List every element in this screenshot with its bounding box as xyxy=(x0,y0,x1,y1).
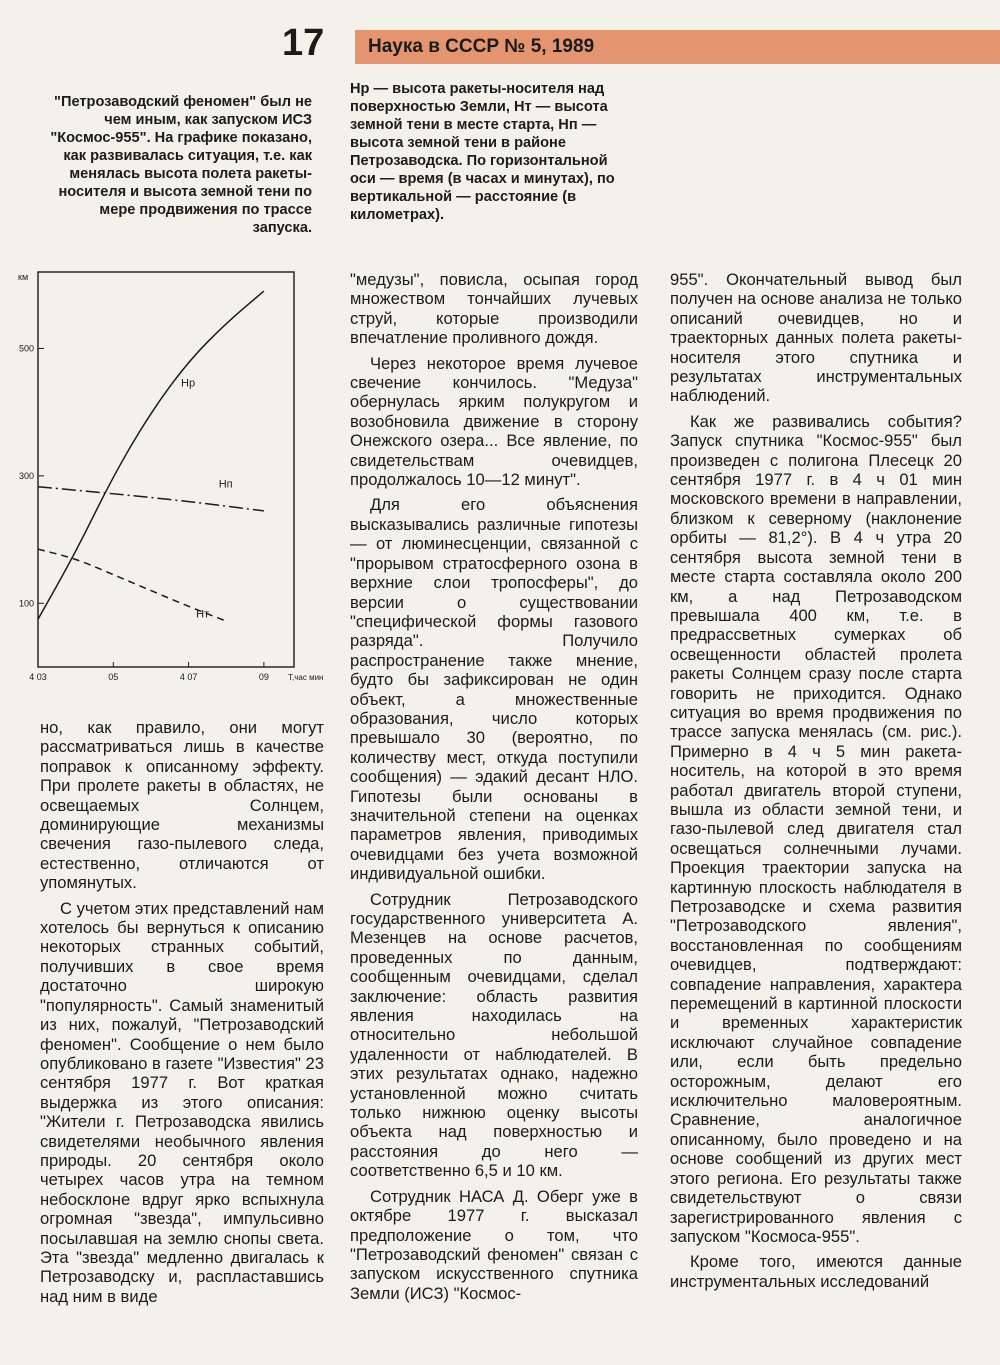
paragraph: Для его объяснения высказывались различные гипотезы — от люминесценции, связанной с "прорывом стратосферного озона в верхние слои тропосферы", до версии о существовании "специфической формы газового разряда". Получило распространение также мнение, будто бы зафиксирован не один объект, а множественные образования, число которых превышало 30 (вероятно, по количеству мест, откуда поступили сообщения) — эдакий десант НЛО. Гипотезы были основаны в значительной степени на оценках параметров явления, приводимых очевидцами без учета возможной индивидуальной ошибки. xyxy=(350,495,638,884)
text-column-middle xyxy=(350,270,638,1303)
plot-frame xyxy=(38,272,294,667)
series-label: Hр xyxy=(181,377,196,390)
series-label: Hт xyxy=(196,608,210,621)
y-tick-label: 300 xyxy=(18,470,34,481)
y-tick-label: 500 xyxy=(18,343,34,354)
paragraph: но, как правило, они могут рассматриваться лишь в качестве поправок к описанному эффекту. При пролете ракеты в областях, не освещаемых Солнцем, доминирующие механизмы свечения газо-пылевого следа, естественно, отличаются от упомянутых. xyxy=(40,718,324,893)
series-label: Hп xyxy=(218,478,233,491)
journal-title: Наука в СССР № 5, 1989 xyxy=(368,36,595,57)
paragraph: С учетом этих представлений нам хотелось бы вернуться к описанию некоторых странных событий, получивших в свое время достаточно широкую "популярность". Самый знаменитый из них, пожалуй, "Петрозаводский феномен". Сообщение о нем было опубликовано в газете "Известия" 23 сентября 1977 г. Вот краткая выдержка из этого описания: "Жители г. Петрозаводска явились свидетелями необычного явления природы. 20 сентября около четырех часов утра на темном небосклоне вдруг ярко вспыхнула огромная "звезда", импульсивно посылавшая на землю снопы света. Эта "звезда" медленно двигалась к Петрозаводску и, распластавшись над ним в виде xyxy=(40,898,324,1306)
x-tick-label: 4 07 xyxy=(179,672,198,682)
paragraph: Сотрудник Петрозаводского государственного университета А. Мезенцев на основе расчетов, проведенных по данным, сообщенным очевидцами, сделал заключение: область развития явления находилась на относительно небольшой удаленности от наблюдателей. В этих результатах однако, надежно установленной можно считать только нижнюю оценку высоты объекта над поверхностью и расстояния до него — соответственно 6,5 и 10 км. xyxy=(350,889,638,1181)
figure-legend: Hр — высота ракеты-носителя над поверхностью Земли, Hт — высота земной тени в месте старта, Hп — высота земной тени в районе Петрозаводска. По горизонтальной оси — время (в часах и минутах), по вертикальной — расстояние (в километрах). xyxy=(350,81,615,223)
series-line-0 xyxy=(38,291,264,619)
figure-caption: "Петрозаводский феномен" был не чем иным, как запуском ИСЗ "Космос-955". На графике показано, как развивалась ситуация, т.е. как менялась высота полета ракеты-носителя и высота земной тени по мере продвижения по трассе запуска. xyxy=(50,94,312,236)
altitude-chart xyxy=(14,262,324,692)
y-axis-label: км xyxy=(18,272,29,282)
journal-header xyxy=(355,30,1000,64)
paragraph: Как же развивались события? Запуск спутника "Космос-955" был произведен с полигона Плесецк 20 сентября 1977 г. в 4 ч 01 мин московского времени в направлении, близком к северному (наклонение орбиты — 81,2°). В 4 ч утра 20 сентября высота земной тени в месте старта составляла около 200 км, а над Петрозаводском превышала 400 км, т.е. в предрассветных сумерках об освещенности областей пролета ракеты Солнцем сразу после старта говорить не приходится. Однако ситуация во время продвижения по трассе запуска менялась (см. рис.). Примерно в 4 ч 5 мин ракета-носитель, на которой в это время работал двигатель второй ступени, вышла из области земной тени, и газо-пылевой след двигателя стал освещаться солнечными лучами. Проекция траектории запуска на картинную плоскость наблюдателя в Петрозаводске и схема развития "Петрозаводского явления", восстановленная по сообщениям очевидцев, подтверждают: совпадение направления, характера перемещений в картинной плоскости и временных характеристик исключают случайное совпадение или, если быть предельно осторожным, делают его исключительно маловероятным. Сравнение, аналогичное описанному, было проведено и на основе сообщений из других мест этого региона. Его результаты также свидетельствуют о связи зарегистрированного явления с запуском "Космоса-955". xyxy=(670,411,962,1246)
x-tick-label: 4 03 xyxy=(29,672,47,682)
page-number: 17 xyxy=(282,22,325,64)
x-tick-label: 09 xyxy=(258,672,269,682)
paragraph: Кроме того, имеются данные инструментальных исследований xyxy=(670,1252,962,1291)
x-tick-label: 05 xyxy=(108,672,119,682)
text-column-right xyxy=(670,270,962,1291)
paragraph: 955". Окончательный вывод был получен на основе анализа не только описаний очевидцев, но и траекторных данных полета ракеты-носителя этого спутника и результатах инструментальных наблюдений. xyxy=(670,270,962,406)
x-axis-label: Т,час мин xyxy=(288,673,324,682)
text-column-left xyxy=(40,718,324,1306)
paragraph: Через некоторое время лучевое свечение кончилось. "Медуза" обернулась ярким полукругом и возобновила движение в сторону Онежского озера... Все явление, по свидетельствам очевидцев, продолжалось 10—12 минут". xyxy=(350,353,638,490)
paragraph: "медузы", повисла, осыпая город множеством тончайших лучевых струй, которые производили впечатление проливного дождя. xyxy=(350,270,638,348)
y-tick-label: 100 xyxy=(18,598,34,609)
paragraph: Сотрудник НАСА Д. Оберг уже в октябре 1977 г. высказал предположение о том, что "Петрозаводский феномен" связан с запуском искусственного спутника Земли (ИСЗ) "Космос- xyxy=(350,1186,638,1303)
